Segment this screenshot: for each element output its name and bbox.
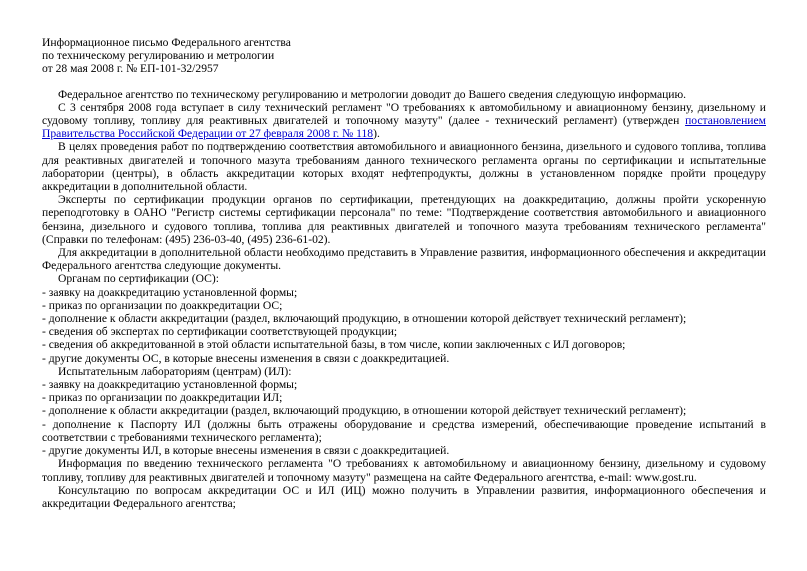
list-item: - приказ по организации по доаккредитации ИЛ; (42, 391, 283, 405)
header-line-2: по техническому регулированию и метрологии (42, 49, 275, 63)
list-item: - приказ по организации по доаккредитации ОС; (42, 298, 283, 312)
header-line-3: от 28 мая 2008 г. № ЕП-101-32/2957 (42, 62, 219, 76)
paragraph-accreditation-purpose: В целях проведения работ по подтверждению соответствия автомобильного и авиационного бензина, дизельного и судового топлива, топлива для реактивных двигателей и топочного мазута требованиям данного технического регламента органы по сертификации и испытательные лаборатории (центры), в область аккредитации которых входят нефтепродукты, должны в установленном порядке пройти процедуру аккредитации в дополнительной области. (42, 140, 766, 194)
list-item: - дополнение к области аккредитации (раздел, включающий продукцию, в отношении которой действует технический регламент); (42, 312, 687, 326)
paragraph-regulation-text: С 3 сентября 2008 года вступает в силу технический регламент "О требованиях к автомобильному и авиационному бензину, дизельному и судовому топливу, топливу для реактивных двигателей и топочному мазуту" (далее - технический регламент) (утвержден (42, 100, 766, 128)
document (42, 36, 766, 510)
header-line-1: Информационное письмо Федерального агентства (42, 36, 291, 49)
paragraph-experts: Эксперты по сертификации продукции органов по сертификации, претендующих на доаккредитацию, должны пройти ускоренную переподготовку в ОАНО "Регистр системы сертификации персонала" по теме: "Подтверждение соответствия автомобильного и авиационного бензина, дизельного и судового топлива, топлива для реактивных двигателей и топочного мазута требованиям технического регламента" (Справки по телефонам: (495) 236-03-40, (495) 236-61-02). (42, 193, 766, 246)
list-item: - сведения об аккредитованной в этой области испытательной базы, в том числе, копии заключенных с ИЛ договоров; (42, 338, 626, 352)
list-item: - другие документы ИЛ, в которые внесены изменения в связи с доаккредитацией. (42, 444, 450, 458)
paragraph-intro: Федеральное агентство по техническому регулированию и метрологии доводит до Вашего сведения следующую информацию. (58, 87, 687, 101)
os-heading: Органам по сертификации (ОС): (58, 272, 219, 286)
government-decree-link[interactable]: постановлением Правительства Российской Федерации от 27 февраля 2008 г. № 118 (42, 114, 766, 141)
list-item: - другие документы ОС, в которые внесены изменения в связи с доаккредитацией. (42, 351, 450, 365)
paragraph-consultation: Консультацию по вопросам аккредитации ОС и ИЛ (ИЦ) можно получить в Управлении развития, информационного обеспечения и аккредитации Федерального агентства; (42, 483, 766, 510)
paragraph-regulation-end: ). (373, 127, 380, 141)
list-item: - сведения об экспертах по сертификации соответствующей продукции; (42, 325, 398, 339)
list-item: - заявку на доаккредитацию установленной формы; (42, 285, 298, 299)
list-item: - дополнение к области аккредитации (раздел, включающий продукцию, в отношении которой действует технический регламент); (42, 404, 687, 418)
letter-header (42, 36, 766, 76)
paragraph-website-info: Информация по введению технического регламента "О требованиях к автомобильному и авиационному бензину, дизельному и судовому топливу, топливу для реактивных двигателей и топочному мазуту" размещена на сайте Федерального агентства, e-mail: www.gost.ru. (42, 457, 766, 484)
list-item: - дополнение к Паспорту ИЛ (должны быть отражены оборудование и средства измерений, обеспечивающие проведение испытаний в соответствии с требованиями технического регламента); (42, 417, 766, 444)
list-item: - заявку на доаккредитацию установленной формы; (42, 378, 298, 392)
paragraph-regulation (42, 101, 766, 141)
paragraph-documents: Для аккредитации в дополнительной области необходимо представить в Управление развития, информационного обеспечения и аккредитации Федерального агентства следующие документы. (42, 246, 766, 273)
il-heading: Испытательным лабораториям (центрам) (ИЛ): (58, 364, 292, 378)
